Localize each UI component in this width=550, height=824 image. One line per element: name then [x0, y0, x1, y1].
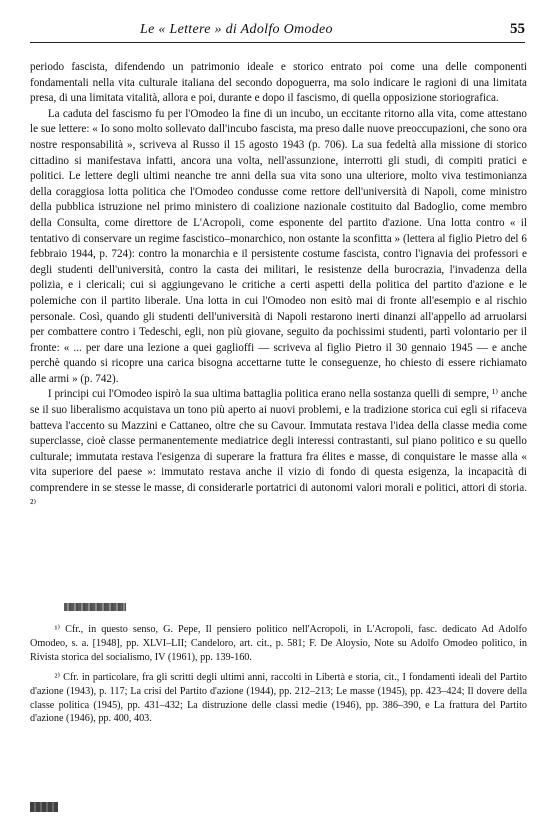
paragraph: La caduta del fascismo fu per l'Omodeo la fine di un incubo, un eccitante ritorno alla vita, come attestano le sue lettere: « Io sono molto sollevato dall'incubo fascista, ma preso dalle nuove preoccupazioni, che sono ora nostre responsabilità », scriveva al Russo il 15 agosto 1943 (p. 706). La sua fedeltà alla missione di storico cittadino si manifestava infatti, ancora una volta, nell'assunzione, interrotti gli studi, di compiti pratici e politici. Le lettere degli ultimi neanche tre anni della sua vita sono una ulteriore, molto viva testimonianza della coraggiosa lotta politica che l'Omodeo condusse come rettore dell'università di Napoli, come ministro della pubblica istruzione nel primo ministero di coalizione nazionale costituito dal Badoglio, come membro della Consulta, come direttore de L'Acropoli, come esponente del partito d'azione. Una lotta contro « il tentativo di conservare un regime fascistico–monarchico, non ostante la sconfitta » (lettera al figlio Pietro del 6 febbraio 1944, p. 724): contro la monarchia e il persistente costume fascista, contro l'ignavia dei professori e degli studenti dell'università, contro la casta dei militari, le resistenze della burocrazia, l'invadenza della polizia, e i clericali; cui si aggiungevano le critiche a certi aspetti della politica del partito d'azione e le polemiche con il partito liberale. Una lotta in cui l'Omodeo non esitò mai di fronte all'esempio e al rischio personale. Così, quando gli studenti dell'università di Napoli restarono inerti dinanzi all'appello ad arruolarsi per combattere contro i Tedeschi, egli, non più giovane, seguito da pochissimi studenti, partì volontario per il fronte: « ... per dare una lezione a quei gaglioffi — scriveva al figlio Pietro il 30 gennaio 1945 — e anche perchè quando si ricopre una carica bisogna accettarne tutte le conseguenze, ho chiesto di essere richiamato alle armi » (p. 742).	[30, 107, 527, 385]
main-text	[30, 60, 527, 512]
paragraph: I principi cui l'Omodeo ispirò la sua ultima battaglia politica erano nella sostanza quelli di sempre, ¹⁾ anche se il suo liberalismo acquistava un tono più aperto ai nuovi problemi, e la tradizione storica cui egli si rifaceva batteva l'accento su Mazzini e Cattaneo, oltre che su Cavour. Immutata restava l'idea della classe media come superclasse, cioè classe permanentemente mediatrice degli interessi contrastanti, sul piano politico e su quello culturale; immutata restava l'esigenza di superare la frattura fra élites e masse, di conquistare le masse alla « vita superiore del paese »: immutato restava anche il vizio di fondo di questa esigenza, la incapacità di comprendere in se stesse le masse, di considerarle portatrici di autonomi valori morali e politici, attori di storia. ²⁾	[30, 388, 527, 510]
page-number: 55	[510, 21, 525, 37]
footnote: ¹⁾ Cfr., in questo senso, G. Pepe, Il pensiero politico nell'Acropoli, in L'Acropoli, fasc. dedicato Ad Adolfo Omodeo, s. a. [1948], pp. XLVI–LII; Candeloro, art. cit., p. 581; F. De Aloysio, Note su Adolfo Omodeo politico, in Rivista storica del socialismo, IV (1961), pp. 139-160.	[30, 624, 527, 663]
paragraph: periodo fascista, difendendo un patrimonio ideale e storico entrato poi come una delle componenti fondamentali nella vita culturale italiana del secondo dopoguerra, ma solo indicare le ragioni di una limitata presa, di una limitata vitalità, allora e poi, durante e dopo il fascismo, di quella opposizione storiografica.	[30, 61, 527, 105]
scan-smudge	[64, 603, 126, 611]
running-title: Le « Lettere » di Adolfo Omodeo	[140, 22, 333, 37]
running-header	[30, 20, 525, 43]
footnote: ²⁾ Cfr. in particolare, fra gli scritti degli ultimi anni, raccolti in Libertà e storia, cit., I fondamenti ideali del Partito d'azione (1943), p. 117; La crisi del Partito d'azione (1944), pp. 212–213; Le masse (1945), pp. 423–424; Il dovere della classe politica (1945), pp. 431–432; La distruzione delle classi medie (1946), pp. 386–390, e La frattura del Partito d'azione (1946), pp. 400, 403.	[30, 671, 527, 725]
footnotes	[30, 623, 527, 732]
scan-mark	[30, 802, 58, 812]
